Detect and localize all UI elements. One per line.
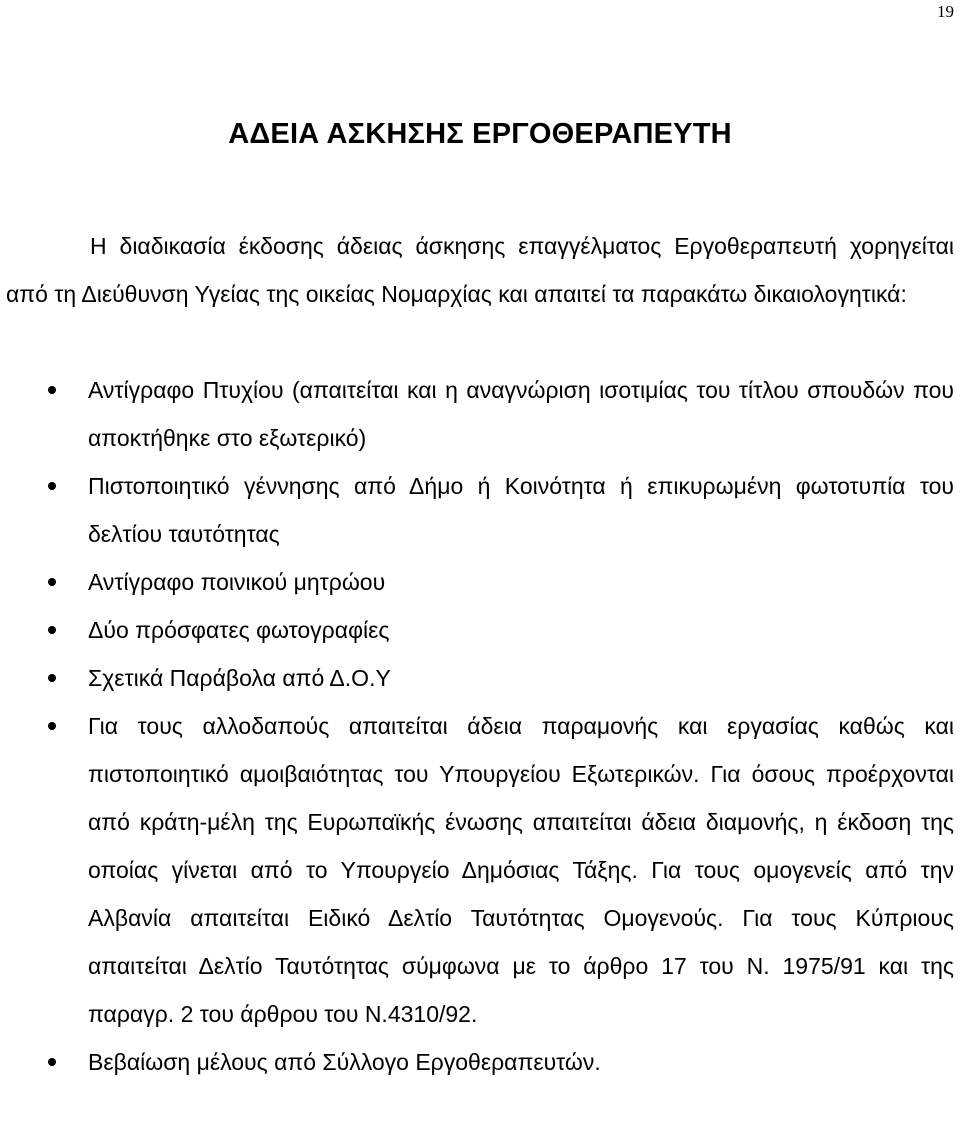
requirement-text: Πιστοποιητικό γέννησης από Δήμο ή Κοινότητα ή επικυρωμένη φωτοτυπία του δελτίου ταυτότητας — [88, 473, 954, 547]
requirement-text: Δύο πρόσφατες φωτογραφίες — [88, 617, 390, 643]
requirement-text: Αντίγραφο Πτυχίου (απαιτείται και η αναγνώριση ισοτιμίας του τίτλου σπουδών που αποκτήθηκε στο εξωτερικό) — [88, 377, 954, 451]
requirement-text: Αντίγραφο ποινικού μητρώου — [88, 569, 386, 595]
requirement-item — [88, 654, 954, 702]
bullet-icon — [48, 626, 56, 634]
requirement-item — [88, 558, 954, 606]
page-number: 19 — [937, 2, 954, 21]
requirement-text: Σχετικά Παράβολα από Δ.Ο.Υ — [88, 665, 391, 691]
requirement-item — [88, 366, 954, 462]
requirements-list — [88, 366, 954, 1086]
bullet-icon — [48, 674, 56, 682]
bullet-icon — [48, 578, 56, 586]
requirement-item — [88, 606, 954, 654]
requirement-item — [88, 702, 954, 1038]
requirement-text: Για τους αλλοδαπούς απαιτείται άδεια παραμονής και εργασίας καθώς και πιστοποιητικό αμοιβαιότητας του Υπουργείου Εξωτερικών. Για όσους προέρχονται από κράτη-μέλη της Ευρωπαϊκής ένωσης απαιτείται άδεια διαμονής, η έκδοση της οποίας γίνεται από το Υπουργείο Δημόσιας Τάξης. Για τους ομογενείς από την Αλβανία απαιτείται Ειδικό Δελτίο Ταυτότητας Ομογενούς. Για τους Κύπριους απαιτείται Δελτίο Ταυτότητας σύμφωνα με το άρθρο 17 του Ν. 1975/91 και της παραγρ. 2 του άρθρου του Ν.4310/92. — [88, 713, 954, 1027]
requirement-item — [88, 462, 954, 558]
bullet-icon — [48, 386, 56, 394]
intro-paragraph: Η διαδικασία έκδοσης άδειας άσκησης επαγγέλματος Εργοθεραπευτή χορηγείται από τη Διεύθυνση Υγείας της οικείας Νομαρχίας και απαιτεί τα παρακάτω δικαιολογητικά: — [6, 233, 954, 307]
bullet-icon — [48, 1058, 56, 1066]
requirement-item — [88, 1038, 954, 1086]
bullet-icon — [48, 482, 56, 490]
requirement-text: Βεβαίωση μέλους από Σύλλογο Εργοθεραπευτών. — [88, 1049, 601, 1075]
page-title: ΑΔΕΙΑ ΑΣΚΗΣΗΣ ΕΡΓΟΘΕΡΑΠΕΥΤΗ — [228, 118, 732, 150]
bullet-icon — [48, 722, 56, 730]
